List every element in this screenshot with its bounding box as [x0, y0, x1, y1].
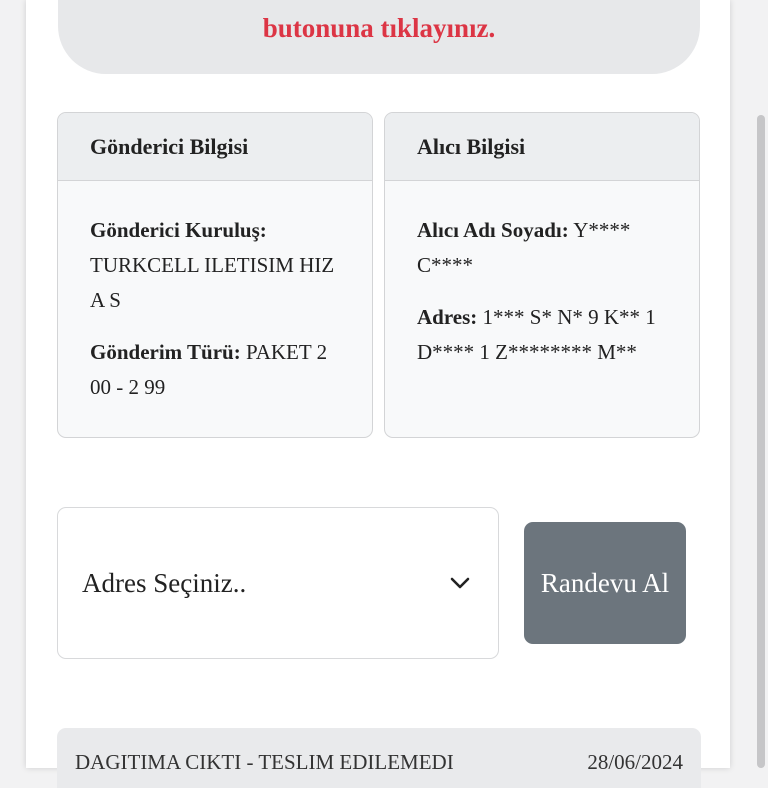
sender-info-card — [57, 112, 373, 438]
scrollbar-track[interactable] — [754, 0, 768, 768]
alert-text: butonuna tıklayınız. — [262, 13, 496, 43]
receiver-name-label: Alıcı Adı Soyadı: — [417, 218, 569, 242]
appointment-button[interactable]: Randevu Al — [524, 522, 686, 644]
delivery-status-row[interactable] — [57, 728, 701, 788]
shipment-type-row — [90, 335, 342, 405]
shipment-type-label: Gönderim Türü: — [90, 340, 241, 364]
receiver-card-body — [385, 181, 699, 370]
sender-card-body — [58, 181, 372, 405]
receiver-name-value: Y**** C**** — [417, 218, 631, 277]
scrollbar-thumb[interactable] — [757, 115, 765, 768]
sender-org-label: Gönderici Kuruluş: — [90, 218, 267, 242]
sender-card-title: Gönderici Bilgisi — [58, 113, 372, 181]
shipment-type-value: PAKET 2 00 - 2 99 — [90, 340, 328, 399]
info-alert — [58, 0, 700, 74]
receiver-address-row — [417, 300, 669, 370]
receiver-address-label: Adres: — [417, 305, 478, 329]
receiver-address-value: 1*** S* N* 9 K** 1 D**** 1 Z******** M** — [417, 305, 656, 364]
receiver-info-card — [384, 112, 700, 438]
address-select[interactable] — [57, 507, 499, 659]
delivery-status-text: DAGITIMA CIKTI - TESLIM EDILEMEDI — [75, 750, 454, 774]
receiver-card-title: Alıcı Bilgisi — [385, 113, 699, 181]
sender-org-value: TURKCELL ILETISIM HIZ A S — [90, 253, 335, 312]
chevron-down-icon — [448, 571, 472, 595]
sender-org-row — [90, 213, 342, 318]
address-select-value: Adres Seçiniz.. — [82, 567, 247, 598]
receiver-name-row — [417, 213, 669, 283]
delivery-status-date: 28/06/2024 — [587, 750, 683, 774]
